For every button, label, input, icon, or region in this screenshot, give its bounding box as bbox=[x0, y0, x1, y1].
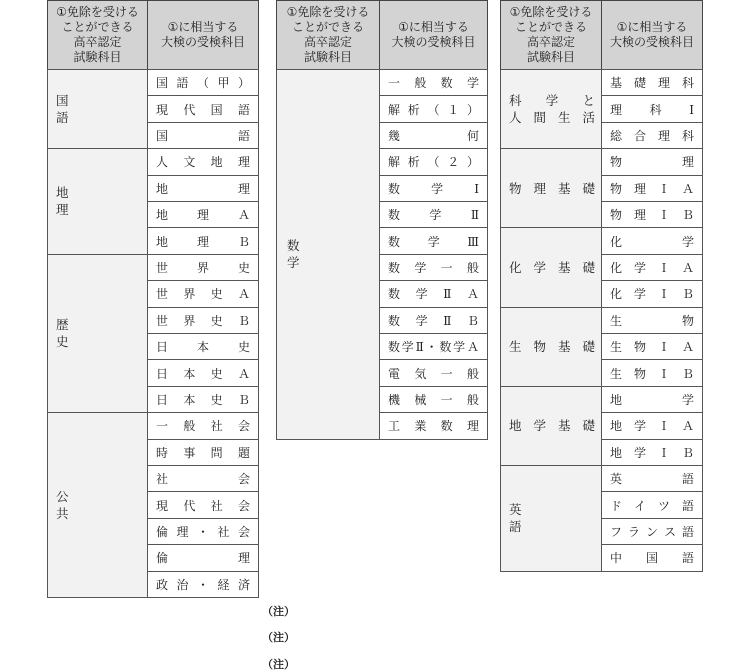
subject-label: 数 学 Ⅲ bbox=[388, 234, 479, 249]
group-cell bbox=[500, 227, 602, 307]
subject-label: 物 理 bbox=[610, 155, 694, 170]
subject-label: 世 界 史 bbox=[156, 260, 250, 275]
group-cell bbox=[500, 307, 602, 387]
group-cell bbox=[500, 386, 602, 466]
header-exempt-subject: ①免除を受ける ことができる 高卒認定 試験科目 bbox=[276, 0, 380, 70]
subject-cell bbox=[601, 175, 703, 202]
subject-label: 数 学 一 般 bbox=[388, 260, 479, 275]
subject-label: 数 学 Ⅰ bbox=[388, 181, 479, 196]
subject-label: 一 般 社 会 bbox=[156, 419, 250, 434]
subject-cell bbox=[601, 122, 703, 149]
subject-label: 地 理 Ｂ bbox=[156, 234, 250, 249]
group-label: 生 物 基 礎 bbox=[509, 339, 595, 355]
subject-label: 数学Ⅱ・数学Ａ bbox=[388, 340, 479, 355]
subject-label: 総 合 理 科 bbox=[610, 128, 694, 143]
subject-label: 社 会 bbox=[156, 472, 250, 487]
group-label: 化 学 基 礎 bbox=[509, 259, 595, 275]
subject-label: 日 本 史 Ａ bbox=[156, 366, 250, 381]
subject-label: 地 学 Ｉ Ｂ bbox=[610, 445, 694, 460]
subject-label: 電 気 一 般 bbox=[388, 366, 479, 381]
subject-cell bbox=[601, 412, 703, 439]
subject-label: 解 析 （ ２ ） bbox=[388, 155, 479, 170]
subject-label: 倫 理 ・ 社 会 bbox=[156, 524, 250, 539]
subject-cell bbox=[601, 439, 703, 466]
subject-label: 基 礎 理 科 bbox=[610, 76, 694, 91]
group-label: 地 理 bbox=[56, 185, 132, 218]
subject-label: 倫 理 bbox=[156, 551, 250, 566]
subject-label: 化 学 Ｉ Ｂ bbox=[610, 287, 694, 302]
subject-cell bbox=[601, 280, 703, 307]
subject-label: 地 学 Ｉ Ａ bbox=[610, 419, 694, 434]
subject-label: 国 語 bbox=[156, 128, 250, 143]
subject-label: 日 本 史 bbox=[156, 340, 250, 355]
header-exempt-subject: ①免除を受ける ことができる 高卒認定 試験科目 bbox=[500, 0, 602, 70]
subject-label: 生 物 Ｉ Ｂ bbox=[610, 366, 694, 381]
group-label: 国 語 bbox=[56, 93, 132, 126]
subject-cell bbox=[601, 254, 703, 281]
group-label: 公 共 bbox=[56, 489, 132, 522]
subject-label: 人 文 地 理 bbox=[156, 155, 250, 170]
header-equivalent-subject: ①に相当する 大検の受検科目 bbox=[601, 0, 703, 70]
subject-label: 物 理 Ｉ Ａ bbox=[610, 181, 694, 196]
subject-label: 国 語 （ 甲 ） bbox=[156, 76, 250, 91]
subject-label: 工 業 数 理 bbox=[388, 419, 479, 434]
subject-label: 理 科 Ⅰ bbox=[610, 102, 694, 117]
group-label: 英 語 bbox=[509, 502, 585, 535]
subject-label: 日 本 史 Ｂ bbox=[156, 392, 250, 407]
subject-label: 中 国 語 bbox=[610, 551, 694, 566]
group-cell bbox=[500, 69, 602, 149]
subject-label: 世 界 史 Ａ bbox=[156, 287, 250, 302]
subject-cell bbox=[601, 307, 703, 334]
subject-cell bbox=[601, 201, 703, 228]
subject-label: 生 物 Ｉ Ａ bbox=[610, 340, 694, 355]
subject-label: 解 析 （ １ ） bbox=[388, 102, 479, 117]
group-label: 地 学 基 礎 bbox=[509, 418, 595, 434]
group-label: 歴 史 bbox=[56, 317, 132, 350]
group-cell bbox=[500, 465, 602, 572]
header-equivalent-subject: ①に相当する 大検の受検科目 bbox=[379, 0, 488, 70]
subject-label: 機 械 一 般 bbox=[388, 392, 479, 407]
note-mark: （注） bbox=[262, 657, 295, 671]
subject-cell bbox=[601, 359, 703, 386]
subject-label: 地 学 bbox=[610, 392, 694, 407]
note-mark: （注） bbox=[262, 631, 295, 645]
subject-label: 地 理 Ａ bbox=[156, 208, 250, 223]
subject-label: 数 学 Ⅱ Ｂ bbox=[388, 313, 479, 328]
subject-label: 化 学 Ｉ Ａ bbox=[610, 260, 694, 275]
subject-label: 生 物 bbox=[610, 313, 694, 328]
subject-label: ド イ ツ 語 bbox=[610, 498, 694, 513]
subject-label: 数 学 Ⅱ Ａ bbox=[388, 287, 479, 302]
subject-cell bbox=[601, 518, 703, 545]
subject-cell bbox=[601, 491, 703, 518]
subject-label: 物 理 Ｉ Ｂ bbox=[610, 208, 694, 223]
group-label: 物 理 基 礎 bbox=[509, 180, 595, 196]
subject-label: 世 界 史 Ｂ bbox=[156, 313, 250, 328]
subject-label: 現 代 国 語 bbox=[156, 102, 250, 117]
subject-cell bbox=[601, 386, 703, 413]
subject-cell bbox=[601, 148, 703, 175]
subject-label: 時 事 問 題 bbox=[156, 445, 250, 460]
subject-cell bbox=[601, 465, 703, 492]
subject-label: 化 学 bbox=[610, 234, 694, 249]
subject-cell bbox=[601, 95, 703, 122]
subject-label: 現 代 社 会 bbox=[156, 498, 250, 513]
subject-label: 数 学 Ⅱ bbox=[388, 208, 479, 223]
subject-label: 政 治 ・ 経 済 bbox=[156, 577, 250, 592]
note-mark: （注） bbox=[262, 605, 295, 618]
group-cell bbox=[500, 148, 602, 228]
subject-cell bbox=[601, 333, 703, 360]
group-label: 数 学 bbox=[287, 238, 363, 271]
subject-label: フ ラ ン ス 語 bbox=[610, 524, 694, 539]
subject-label: 一 般 数 学 bbox=[388, 76, 479, 91]
subject-label: 幾 何 bbox=[388, 128, 479, 143]
subject-label: 英 語 bbox=[610, 472, 694, 487]
header-exempt-subject: ①免除を受ける ことができる 高卒認定 試験科目 bbox=[47, 0, 148, 70]
group-label: 科 学 と 人 間 生 活 bbox=[509, 93, 595, 126]
subject-label: 地 理 bbox=[156, 181, 250, 196]
subject-cell bbox=[601, 69, 703, 96]
subject-cell bbox=[601, 544, 703, 571]
header-equivalent-subject: ①に相当する 大検の受検科目 bbox=[147, 0, 259, 70]
subject-cell bbox=[601, 227, 703, 254]
